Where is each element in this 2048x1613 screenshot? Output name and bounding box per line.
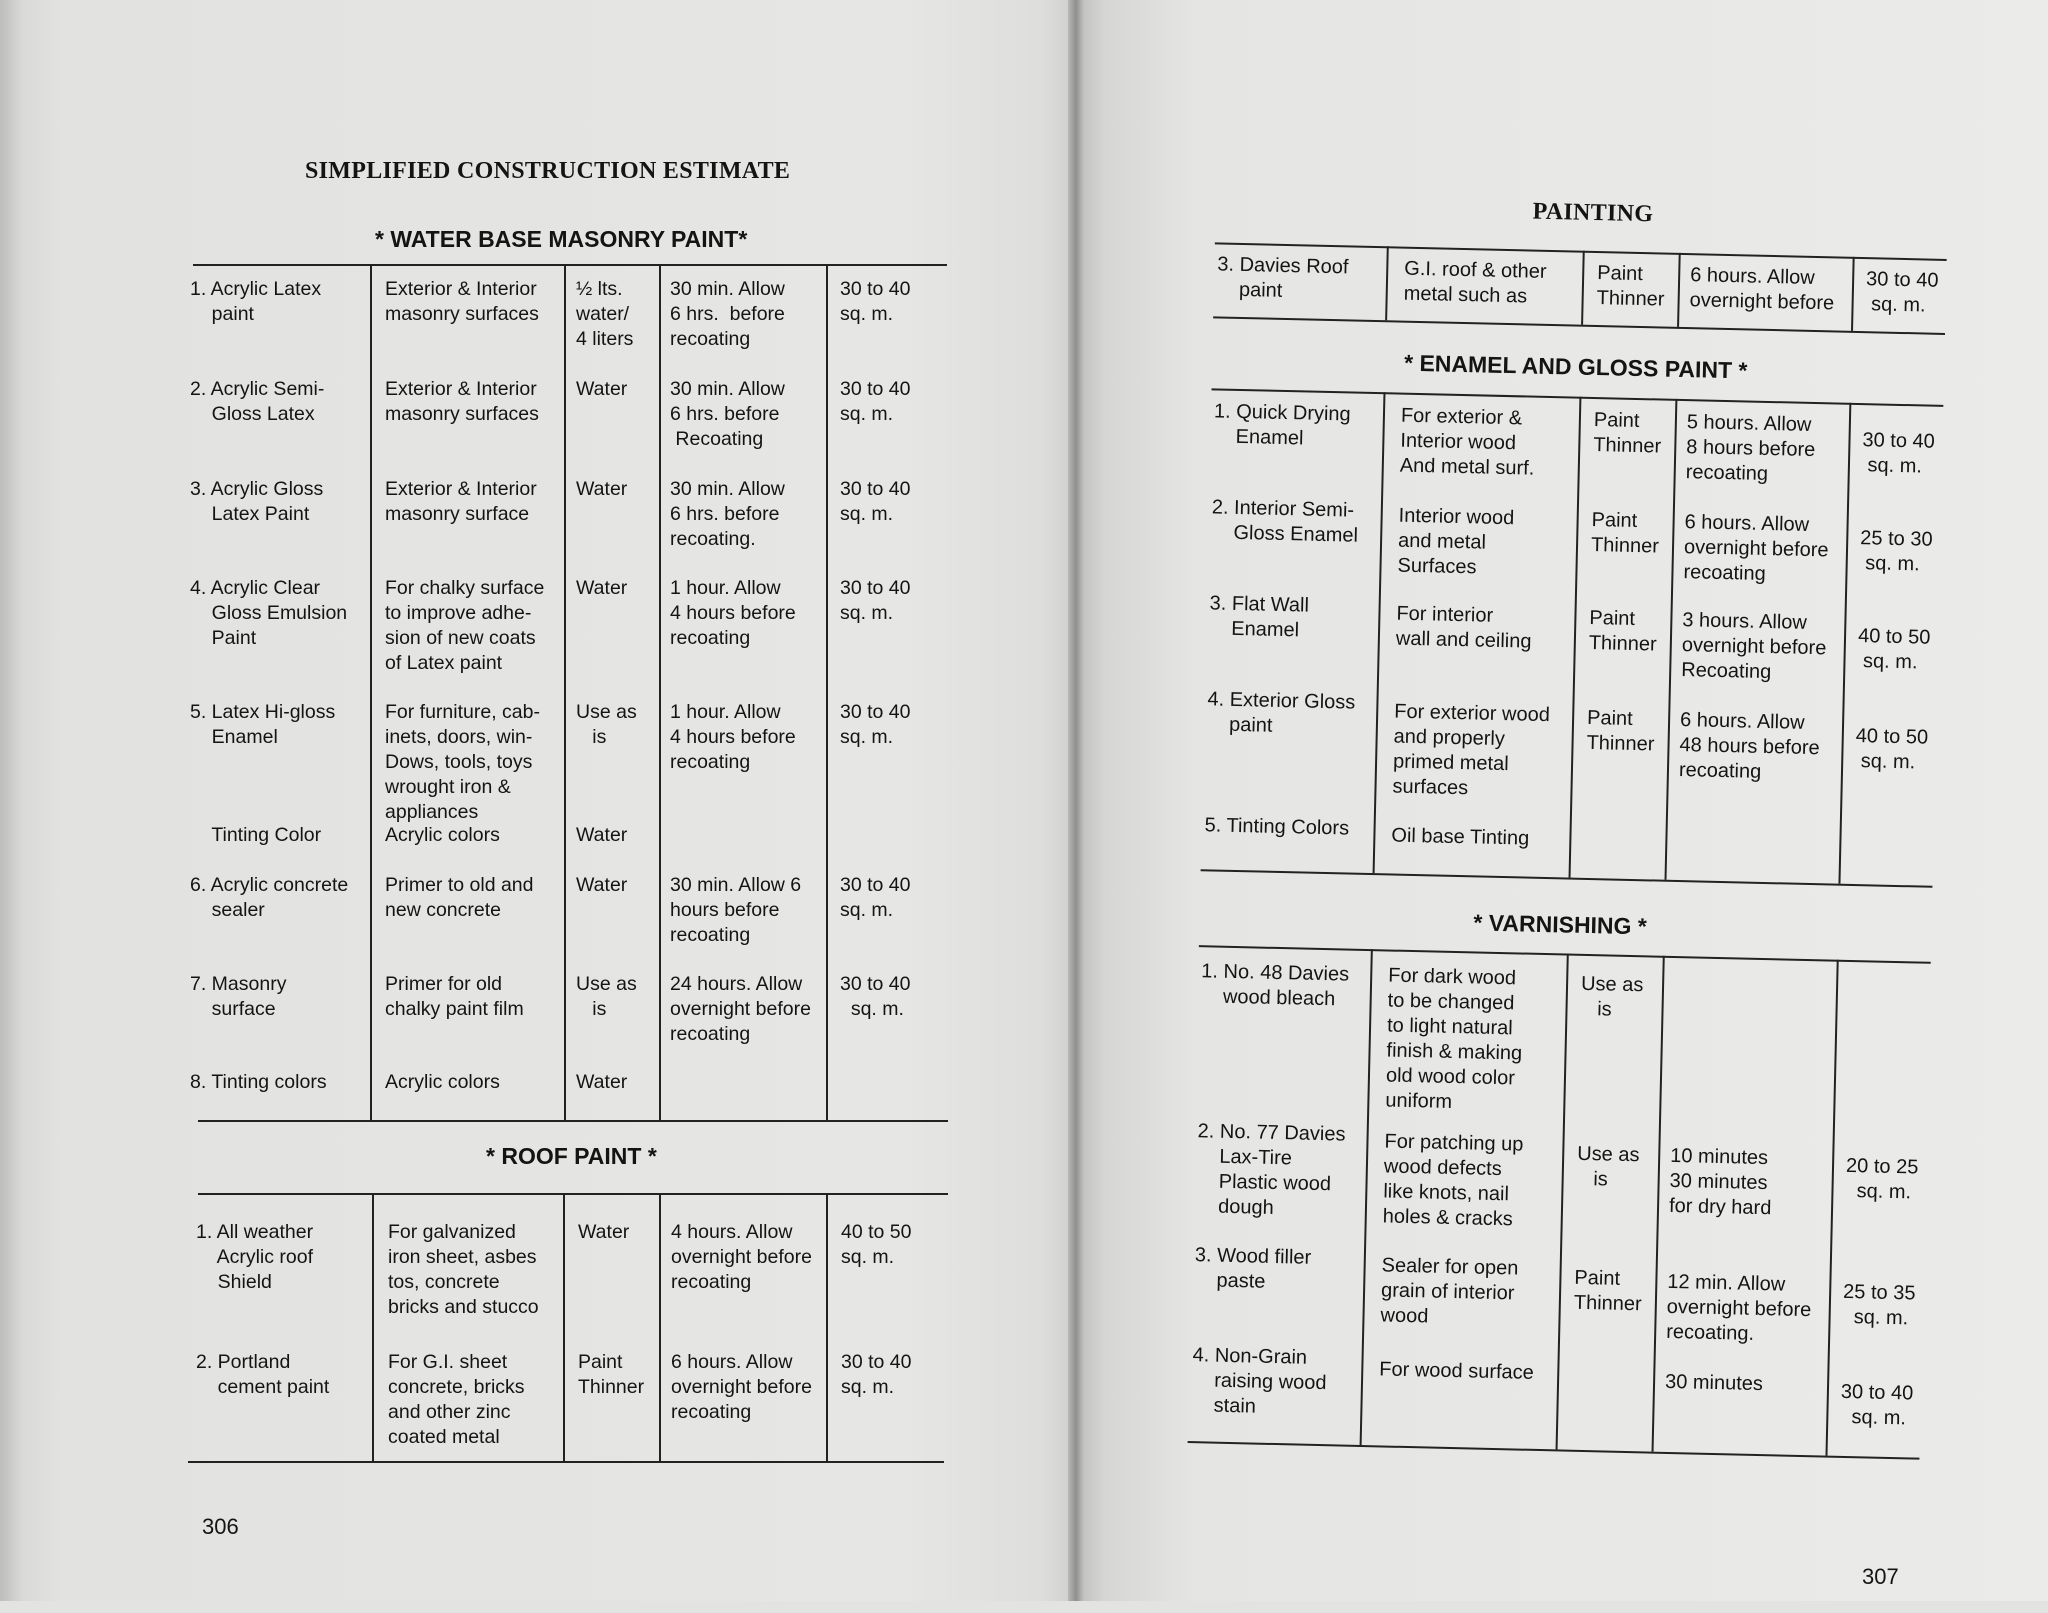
thinner: ½ lts. water/ 4 liters xyxy=(576,278,634,350)
page-number-right: 307 xyxy=(1862,1564,1899,1589)
product-name: 6. Acrylic concrete sealer xyxy=(190,874,349,921)
product-name: 1. Quick Drying Enamel xyxy=(1213,400,1351,450)
drying-time: 3 hours. Allow overnight before Recoating xyxy=(1681,609,1827,684)
coverage: 25 to 35 sq. m. xyxy=(1842,1280,1916,1330)
thinner: Paint Thinner xyxy=(1596,262,1665,311)
roof-paint-title: * ROOF PAINT * xyxy=(486,1143,657,1169)
coverage: 30 to 40 sq. m. xyxy=(840,973,911,1020)
product-name: Tinting Color xyxy=(190,824,322,846)
column-divider xyxy=(1581,251,1585,325)
drying-time: 30 minutes xyxy=(1664,1370,1764,1396)
use-description: Sealer for open grain of interior wood xyxy=(1380,1254,1519,1328)
drying-time: 30 min. Allow 6 hrs. before Recoating xyxy=(670,378,785,450)
use-description: Exterior & Interior masonry surfaces xyxy=(385,278,539,325)
table-rule xyxy=(1201,869,1933,888)
thinner: Paint Thinner xyxy=(578,1351,645,1398)
product-name: 3. Flat Wall Enamel xyxy=(1208,592,1310,642)
drying-time: 10 minutes 30 minutes for dry hard xyxy=(1668,1144,1772,1220)
thinner: Use as is xyxy=(576,701,637,748)
drying-time: 6 hours. Allow overnight before xyxy=(1689,264,1835,315)
thinner: Paint Thinner xyxy=(1573,1266,1642,1316)
product-name: 8. Tinting colors xyxy=(190,1071,327,1093)
drying-time: 6 hours. Allow overnight before recoating xyxy=(671,1351,812,1423)
use-description: Interior wood and metal Surfaces xyxy=(1397,504,1515,579)
thinner: Water xyxy=(576,1071,628,1093)
thinner: Paint Thinner xyxy=(1590,508,1660,558)
coverage: 30 to 40 sq. m. xyxy=(840,874,911,921)
column-divider xyxy=(1665,399,1678,880)
use-description: For galvanized iron sheet, asbes tos, concrete bricks and stucco xyxy=(388,1221,539,1318)
column-divider xyxy=(1838,403,1851,884)
coverage: 30 to 40 sq. m. xyxy=(1861,429,1936,478)
product-name: 3. Acrylic Gloss Latex Paint xyxy=(190,478,324,525)
product-name: 4. Acrylic Clear Gloss Emulsion Paint xyxy=(190,577,348,649)
thinner: Water xyxy=(576,478,628,500)
coverage: 30 to 40 sq. m. xyxy=(840,278,911,325)
coverage: 30 to 40 sq. m. xyxy=(840,701,911,748)
use-description: For wood surface xyxy=(1379,1358,1535,1384)
use-description: For G.I. sheet concrete, bricks and other zinc coated metal xyxy=(388,1351,525,1448)
drying-time: 24 hours. Allow overnight before recoating xyxy=(670,973,811,1045)
thinner: Paint Thinner xyxy=(1588,606,1657,656)
product-name: 4. Non-Grain raising wood stain xyxy=(1191,1344,1327,1418)
enamel-title: * ENAMEL AND GLOSS PAINT * xyxy=(1403,349,1748,384)
drying-time: 30 min. Allow 6 hrs. before recoating xyxy=(670,278,785,350)
use-description: For dark wood to be changed to light natural finish & making old wood color uniform xyxy=(1385,964,1523,1113)
varnishing-title: * VARNISHING * xyxy=(1473,909,1648,940)
thinner: Water xyxy=(578,1221,630,1243)
use-description: For exterior wood and properly primed metal surfaces xyxy=(1392,700,1551,800)
coverage: 40 to 50 sq. m. xyxy=(1854,725,1929,774)
product-name: 5. Latex Hi-gloss Enamel xyxy=(190,701,336,748)
page-number-left: 306 xyxy=(202,1514,239,1539)
thinner: Use as is xyxy=(1580,972,1644,1021)
drying-time: 30 min. Allow 6 hours before recoating xyxy=(670,874,802,946)
product-name: 3. Davies Roof paint xyxy=(1216,253,1349,302)
page-header: PAINTING xyxy=(1532,198,1654,228)
use-description: Exterior & Interior masonry surfaces xyxy=(385,378,539,425)
product-name: 2. Portland cement paint xyxy=(196,1351,330,1398)
use-description: Acrylic colors xyxy=(385,1071,500,1093)
use-description: Oil base Tinting xyxy=(1391,824,1530,850)
use-description: G.I. roof & other metal such as xyxy=(1403,257,1547,308)
column-divider xyxy=(1569,397,1582,878)
product-name: 5. Tinting Colors xyxy=(1204,814,1350,840)
table-rule xyxy=(1213,316,1945,335)
book-title: SIMPLIFIED CONSTRUCTION ESTIMATE xyxy=(305,158,791,184)
drying-time: 30 min. Allow 6 hrs. before recoating. xyxy=(670,478,785,550)
coverage: 25 to 30 sq. m. xyxy=(1859,527,1933,576)
drying-time: 6 hours. Allow 48 hours before recoating xyxy=(1678,709,1820,783)
product-name: 2. Acrylic Semi- Gloss Latex xyxy=(190,378,325,425)
use-description: For patching up wood defects like knots, nail holes & cracks xyxy=(1382,1130,1524,1231)
coverage: 30 to 40 sq. m. xyxy=(1840,1380,1914,1430)
thinner: Use as is xyxy=(576,973,637,1020)
product-name: 2. Interior Semi- Gloss Enamel xyxy=(1211,496,1359,547)
product-name: 4. Exterior Gloss paint xyxy=(1206,688,1356,737)
thinner: Use as is xyxy=(1576,1142,1640,1191)
drying-time: 5 hours. Allow 8 hours before recoating xyxy=(1685,411,1816,485)
use-description: For interior wall and ceiling xyxy=(1395,602,1532,653)
use-description: For exterior & Interior wood And metal surf. xyxy=(1399,404,1535,480)
use-description: For furniture, cab- inets, doors, win- Dows, tools, toys wrought iron & appliances xyxy=(385,701,540,823)
column-divider xyxy=(1652,956,1665,1452)
coverage: 30 to 40 sq. m. xyxy=(1865,268,1939,317)
column-divider xyxy=(1677,253,1681,327)
thinner: Water xyxy=(576,874,628,896)
product-name: 7. Masonry surface xyxy=(190,973,287,1020)
coverage: 30 to 40 sq. m. xyxy=(840,378,911,425)
coverage: 20 to 25 sq. m. xyxy=(1845,1154,1919,1204)
use-description: Exterior & Interior masonry surface xyxy=(385,478,537,525)
drying-time: 4 hours. Allow overnight before recoating xyxy=(671,1221,812,1293)
use-description: Primer to old and new concrete xyxy=(385,874,534,921)
thinner: Water xyxy=(576,577,628,599)
table-rule xyxy=(1188,1441,1920,1460)
water-base-title: * WATER BASE MASONRY PAINT* xyxy=(375,226,748,252)
product-name: 1. All weather Acrylic roof Shield xyxy=(196,1221,314,1293)
thinner: Water xyxy=(576,378,628,400)
drying-time: 12 min. Allow overnight before recoating. xyxy=(1665,1270,1812,1345)
column-divider xyxy=(1556,954,1569,1450)
thinner: Water xyxy=(576,824,628,846)
coverage: 30 to 40 sq. m. xyxy=(840,478,911,525)
drying-time: 1 hour. Allow 4 hours before recoating xyxy=(670,701,796,773)
product-name: 1. Acrylic Latex paint xyxy=(190,278,322,325)
thinner: Paint Thinner xyxy=(1586,706,1655,756)
coverage: 40 to 50 sq. m. xyxy=(1857,625,1931,674)
coverage: 40 to 50 sq. m. xyxy=(841,1221,912,1268)
product-name: 3. Wood filler paste xyxy=(1194,1244,1312,1293)
product-name: 1. No. 48 Davies wood bleach xyxy=(1200,960,1350,1011)
use-description: Acrylic colors xyxy=(385,824,500,846)
column-divider xyxy=(1851,257,1855,331)
use-description: For chalky surface to improve adhe- sion of new coats of Latex paint xyxy=(385,577,545,674)
column-divider xyxy=(1373,392,1386,873)
column-divider xyxy=(1385,246,1389,320)
column-divider xyxy=(1825,960,1838,1456)
column-divider xyxy=(1360,949,1373,1445)
use-description: Primer for old chalky paint film xyxy=(385,973,524,1020)
thinner: Paint Thinner xyxy=(1593,409,1662,458)
drying-time: 1 hour. Allow 4 hours before recoating xyxy=(670,577,796,649)
product-name: 2. No. 77 Davies Lax-Tire Plastic wood dough xyxy=(1195,1120,1346,1219)
drying-time: 6 hours. Allow overnight before recoating xyxy=(1683,511,1829,585)
coverage: 30 to 40 sq. m. xyxy=(840,577,911,624)
coverage: 30 to 40 sq. m. xyxy=(841,1351,912,1398)
